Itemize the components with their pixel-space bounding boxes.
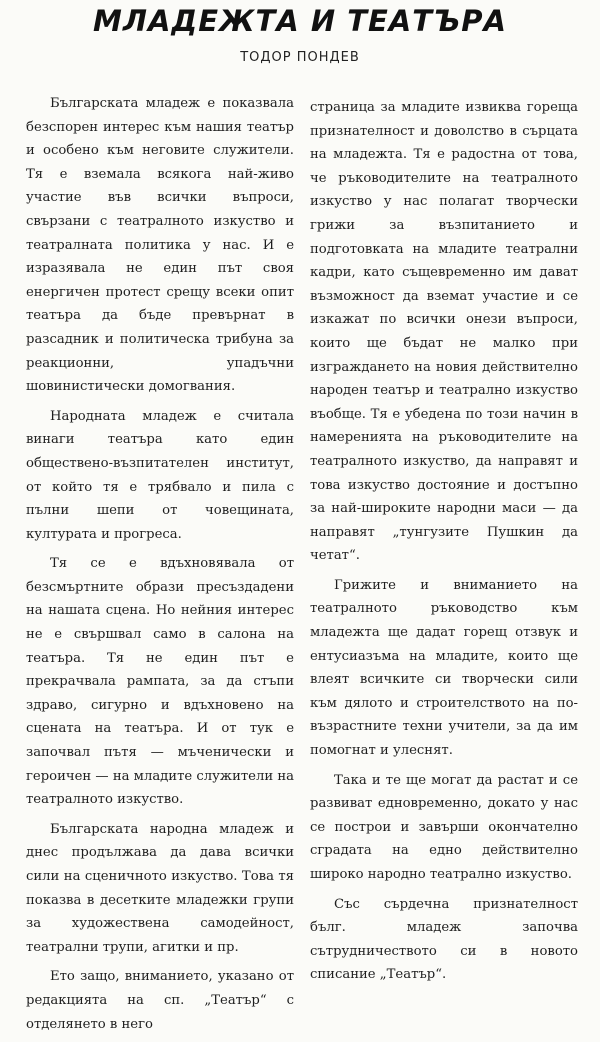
paragraph: Българската младеж е показвала безспорен интерес към нашия театър и особено към неговите служители. Тя е вземала всякога най-живо участие във всички въпроси, свързани с театралното изкуство и театралната политика у нас. И е изразявала не един път своя енергичен протест срещу всеки опит театъра да бъде превърнат в разсадник и политическа трибуна за реакционни, упадъчни шовинистически домогвания.	[26, 96, 294, 395]
left-column	[26, 92, 294, 1042]
paragraph: Със сърдечна признателност бълг. младеж започва сътрудничеството си в новото списание „Театър“.	[310, 896, 578, 983]
article-title: МЛАДЕЖТА И ТЕАТЪРА	[93, 4, 507, 38]
paragraph: Така и те ще могат да растат и се развиват едновременно, докато у нас се построи и завърши окончателно сградата на едно действително широко народно театрално изкуство.	[310, 772, 578, 882]
paragraph: Ето защо, вниманието, указано от редакцията на сп. „Театър“ с отделянето в него	[26, 969, 294, 1032]
right-column	[310, 96, 578, 993]
paragraph: Тя се е вдъхновявала от безсмъртните образи пресъздадени на нашата сцена. Но нейния интерес не е свършвал само в салона на театъра. Тя не един път е прекрачвала рампата, за да стъпи здраво, сигурно и вдъхновено на сцената на театъра. И от тук е започвал пътя — мъченически и героичен — на младите служители на театралното изкуство.	[26, 556, 294, 808]
paragraph: Народната младеж е считала винаги театъра като един обществено-възпитателен институт, от който тя е трябвало и пила с пълни шепи от човещината, културата и прогреса.	[26, 408, 294, 542]
paragraph: Българската народна младеж и днес продължава да дава всички сили на сценичното изкуство. Това тя показва в десетките младежки групи за художествена самодейност, театрални трупи, агитки и пр.	[26, 821, 294, 955]
article-author: ТОДОР ПОНДЕВ	[240, 50, 360, 65]
paragraph: страница за младите извиква гореща признателност и доволство в сърцата на младежта. Тя е радостна от това, че ръководителите на театралното изкуство у нас полагат творчески грижи за възпитанието и подготовката на младите театрални кадри, като същевременно им дават възможност да вземат участие и се изкажат по всички онези въпроси, които ще бъдат не малко при изграждането на новия действително народен театър и театрално изкуство въобще. Тя е убедена по този начин в намеренията на ръководителите на театралното изкуство, да направят и това изкуство достояние и достъпно за най-широките народни маси — да направят „тунгузите Пушкин да четат“.	[310, 100, 578, 564]
paragraph: Грижите и вниманието на театралното ръководство към младежта ще дадат горещ отзвук и ентусиазъма на младите, които ще влеят всичките си творчески сили към дялото и строителството на по-възрастните техни учители, за да им помогнат и улеснят.	[310, 577, 578, 759]
